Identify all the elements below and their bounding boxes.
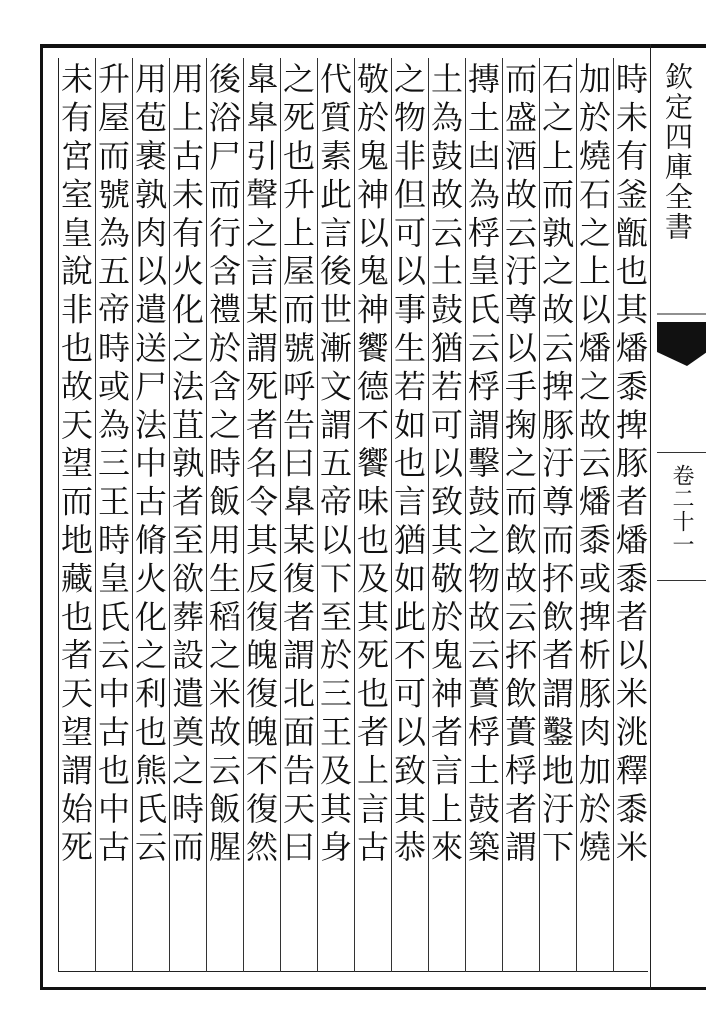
text-column-4: 而盛酒故云汙尊以手掬之而飲故云抔飲蕢桴者謂 xyxy=(500,62,538,869)
text-column-2: 加於燒石之上以燔之故云燔黍或捭析豚肉加於燒 xyxy=(574,62,612,869)
text-column-6: 土為鼓故云土鼓猶若可以致其敬於鬼神者言上來 xyxy=(426,62,464,869)
text-column-12: 後浴尸而行含禮於含之時飯用生稻之米故云飯腥 xyxy=(204,62,242,869)
text-column-16: 未有宮室皇說非也故天望而地藏也者天望謂始死 xyxy=(56,62,94,869)
margin-divider xyxy=(657,452,706,453)
margin-chapter-label: 卷二十一 xyxy=(669,464,694,556)
fish-tail-ornament xyxy=(651,312,706,372)
text-column-14: 用苞裹孰肉以遣送尸法中古脩火化之利也熊氏云 xyxy=(130,62,168,869)
text-column-9: 代質素此言後世漸文謂五帝以下至於三王及其身 xyxy=(315,62,353,869)
text-column-11: 臯臯引聲之言某謂死者名令其反復魄復魄不復然 xyxy=(241,62,279,869)
margin-panel xyxy=(650,44,706,990)
text-column-8: 敬於鬼神以鬼神饗德不饗味也及其死也者上言古 xyxy=(352,62,390,869)
text-column-1: 時未有釜甑也其燔黍捭豚者燔黍者以米洮釋黍米 xyxy=(611,62,649,869)
text-column-15: 升屋而號為五帝時或為三王時皇氏云中古也中古 xyxy=(93,62,131,869)
margin-title: 欽定四庫全書 xyxy=(661,62,694,242)
text-column-13: 用上古未有火化之法苴孰者至欲葬設遣奠之時而 xyxy=(167,62,205,869)
margin-divider xyxy=(657,580,706,581)
text-column-10: 之死也升上屋而號呼告曰臯某復者謂北面告天曰 xyxy=(278,62,316,869)
text-column-3: 石之上而孰之故云捭豚汙尊而抔飲者謂鑿地汙下 xyxy=(537,62,575,869)
text-column-5: 摶土凷為桴皇氏云桴謂擊鼓之物故云蕢桴土鼓築 xyxy=(463,62,501,869)
text-column-7: 之物非但可以事生若如也言猶如此不可以致其恭 xyxy=(389,62,427,869)
